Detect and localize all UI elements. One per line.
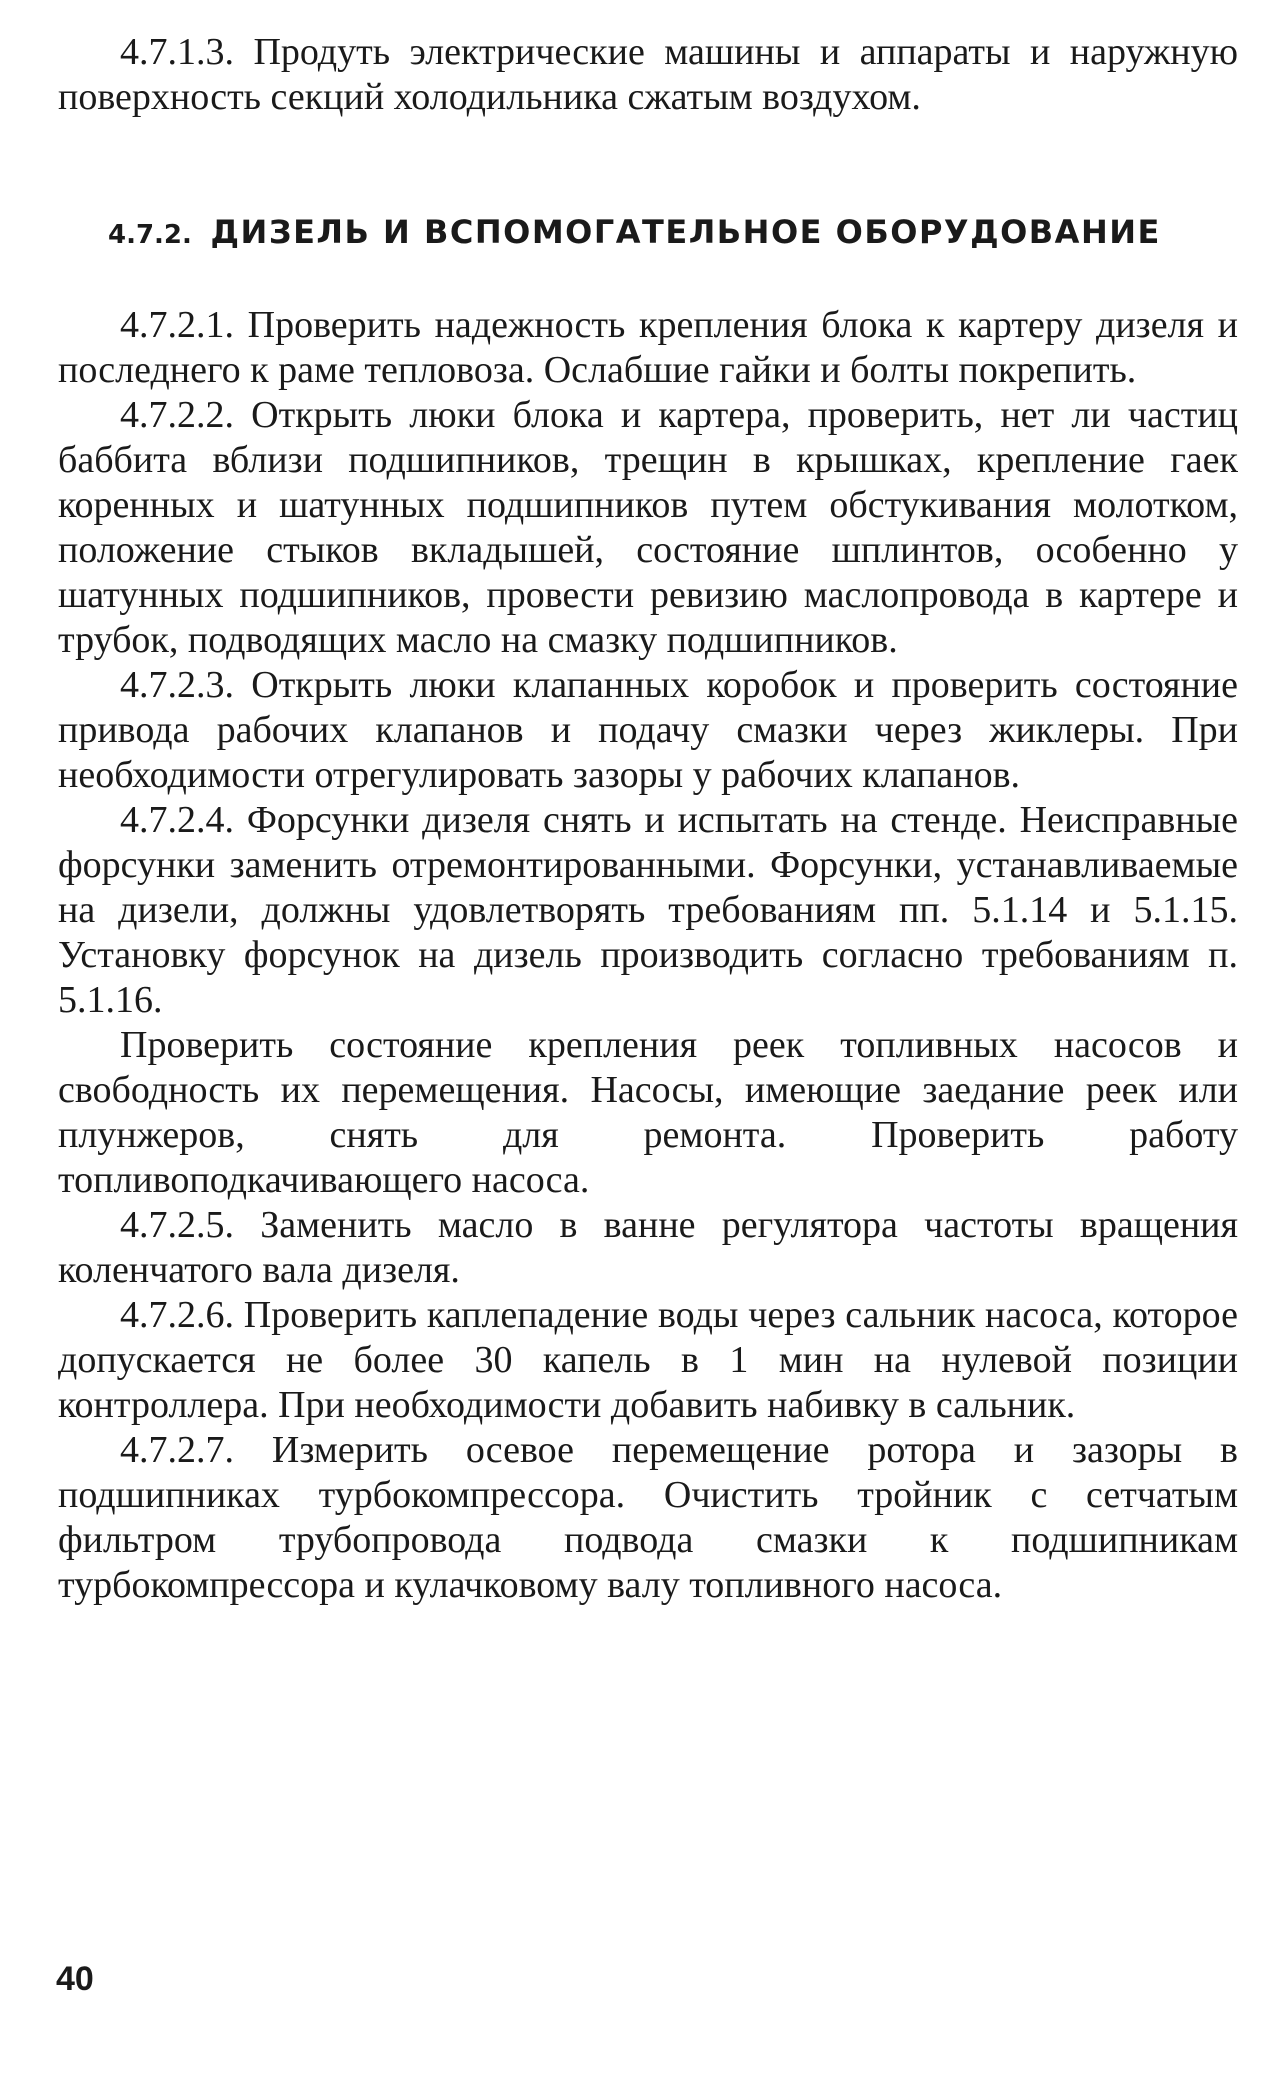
paragraph-4-7-2-3: 4.7.2.3. Открыть люки клапанных коробок и проверить состояние привода рабочих клапанов и подачу смазки через жиклеры. При необходимости отрегулировать зазоры у рабочих клапанов. [58, 664, 1238, 796]
section-number: 4.7.2. [108, 220, 192, 250]
paragraph-fuel-pumps: Проверить состояние крепления реек топливных насосов и свободность их перемещения. Насосы, имеющие заедание реек или плунжеров, снять для ремонта. Проверить работу топливоподкачивающего насоса. [58, 1024, 1238, 1201]
paragraph-4-7-2-7: 4.7.2.7. Измерить осевое перемещение ротора и зазоры в подшипниках турбокомпрессора. Очистить тройник с сетчатым фильтром трубопровода подвода смазки к подшипникам турбокомпрессора и кулачковому валу топливного насоса. [58, 1429, 1238, 1606]
paragraph-4-7-1-3: 4.7.1.3. Продуть электрические машины и аппараты и наружную поверхность секций холодильника сжатым воздухом. [58, 31, 1238, 118]
paragraph-4-7-2-5: 4.7.2.5. Заменить масло в ванне регулятора частоты вращения коленчатого вала дизеля. [58, 1204, 1238, 1291]
section-heading [108, 212, 1238, 255]
paragraph-4-7-2-6: 4.7.2.6. Проверить каплепадение воды через сальник насоса, которое допускается не более 30 капель в 1 мин на нулевой позиции контроллера. При необходимости добавить набивку в сальник. [58, 1294, 1238, 1426]
paragraph-4-7-2-1: 4.7.2.1. Проверить надежность крепления блока к картеру дизеля и последнего к раме тепловоза. Ослабшие гайки и болты покрепить. [58, 304, 1238, 391]
page-number: 40 [56, 1960, 94, 1998]
section-title: ДИЗЕЛЬ И ВСПОМОГАТЕЛЬНОЕ ОБОРУДОВАНИЕ [210, 213, 1161, 251]
document-page [58, 30, 1238, 1608]
paragraph-4-7-2-4: 4.7.2.4. Форсунки дизеля снять и испытать на стенде. Неисправные форсунки заменить отремонтированными. Форсунки, устанавливаемые на дизели, должны удовлетворять требованиям пп. 5.1.14 и 5.1.15. Установку форсунок на дизель производить согласно требованиям п. 5.1.16. [58, 799, 1238, 1021]
paragraph-4-7-2-2: 4.7.2.2. Открыть люки блока и картера, проверить, нет ли частиц баббита вблизи подшипников, трещин в крышках, крепление гаек коренных и шатунных подшипников путем обстукивания молотком, положение стыков вкладышей, состояние шплинтов, особенно у шатунных подшипников, провести ревизию маслопровода в картере и трубок, подводящих масло на смазку подшипников. [58, 394, 1238, 661]
